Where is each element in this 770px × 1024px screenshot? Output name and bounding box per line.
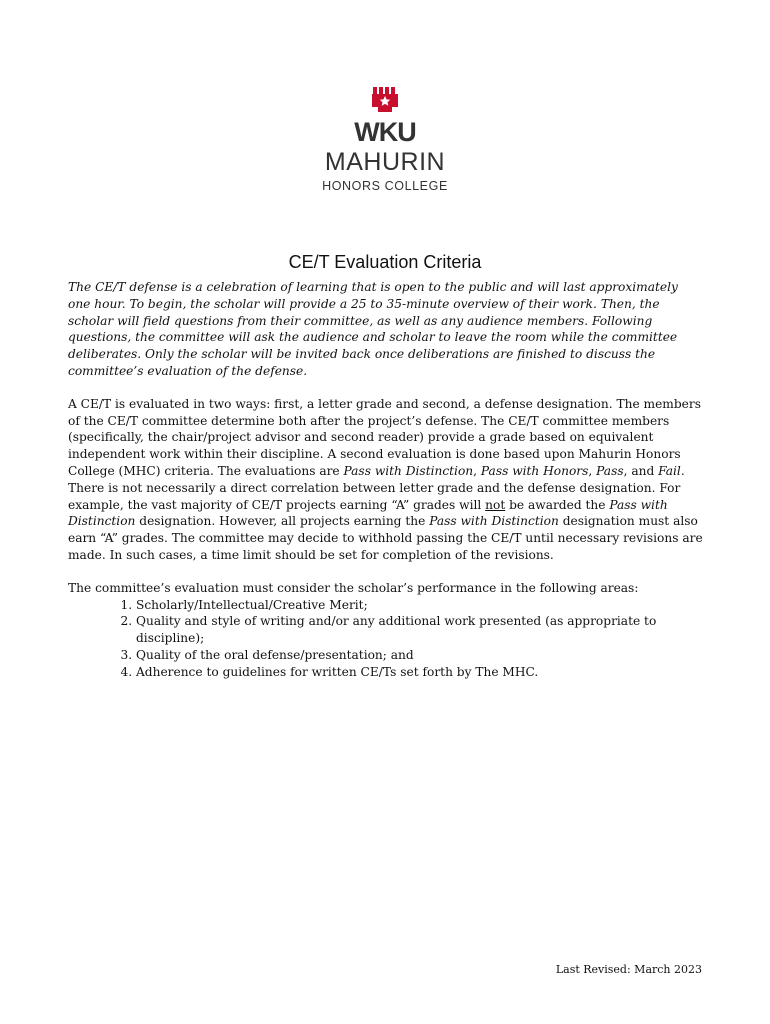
areas-list <box>68 597 704 681</box>
logo-honors-college-text: HONORS COLLEGE <box>322 179 448 193</box>
red-towel-tower-icon <box>372 87 398 112</box>
list-item: 4. Adherence to guidelines for written CE/Ts set forth by The MHC. <box>136 664 704 681</box>
evaluation-text: A CE/T is evaluated in two ways: first, a letter grade and second, a defense designation. The members of the CE/T committee determine both after the project’s defense. The CE/T committee members (specifically, the chair/project advisor and second reader) provide a grade based on equivalent independent work within their discipline. A second evaluation is done based upon Mahurin Honors College (MHC) criteria. The evaluations are <box>68 396 701 478</box>
logo-wku-text: WKU <box>354 117 416 147</box>
logo-graphic <box>300 84 470 196</box>
evaluation-text: be awarded the <box>505 497 610 512</box>
list-item: 1. Scholarly/Intellectual/Creative Merit; <box>136 597 704 614</box>
last-revised-footer: Last Revised: March 2023 <box>555 963 702 976</box>
evaluation-text: designation. However, all projects earning the <box>135 514 430 529</box>
separator: , <box>588 463 597 478</box>
designation-pass: Pass <box>596 463 624 478</box>
page-title: CE/T Evaluation Criteria <box>288 252 482 273</box>
underlined-not: not <box>485 497 506 512</box>
logo-mahurin-text: MAHURIN <box>324 148 446 176</box>
designation-fail: Fail <box>658 463 681 478</box>
areas-section <box>68 580 704 681</box>
areas-intro: The committee’s evaluation must consider the scholar’s performance in the following areas: <box>68 580 639 595</box>
designation-distinction: Pass with Distinction <box>68 497 668 529</box>
designation-honors: Pass with Honors <box>480 463 589 478</box>
evaluation-paragraph <box>68 396 704 564</box>
evaluation-text: . There is not necessarily a direct correlation between letter grade and the defense designation. For example, the vast majority of CE/T projects earning “A” grades will <box>68 463 685 512</box>
wku-mahurin-logo <box>300 84 470 196</box>
separator: , and <box>623 463 659 478</box>
intro-paragraph: The CE/T defense is a celebration of learning that is open to the public and will last approximately one hour. To begin, the scholar will provide a 25 to 35-minute overview of their work. Then, the scholar will field questions from their committee, as well as any audience members. Following questions, the committee will ask the audience and scholar to leave the room while the committee deliberates. Only the scholar will be invited back once deliberations are finished to discuss the committee’s evaluation of the defense. <box>68 280 678 378</box>
separator: , <box>473 463 481 478</box>
designation-distinction: Pass with Distinction <box>343 463 474 478</box>
list-item: 3. Quality of the oral defense/presentation; and <box>136 647 704 664</box>
evaluation-text: designation must also earn “A” grades. The committee may decide to withhold passing the CE/T until necessary revisions are made. In such cases, a time limit should be set for completion of the revisions. <box>68 514 703 562</box>
designation-distinction: Pass with Distinction <box>429 514 559 529</box>
document-body <box>68 279 704 681</box>
list-item: 2. Quality and style of writing and/or any additional work presented (as appropriate to discipline); <box>136 613 704 647</box>
